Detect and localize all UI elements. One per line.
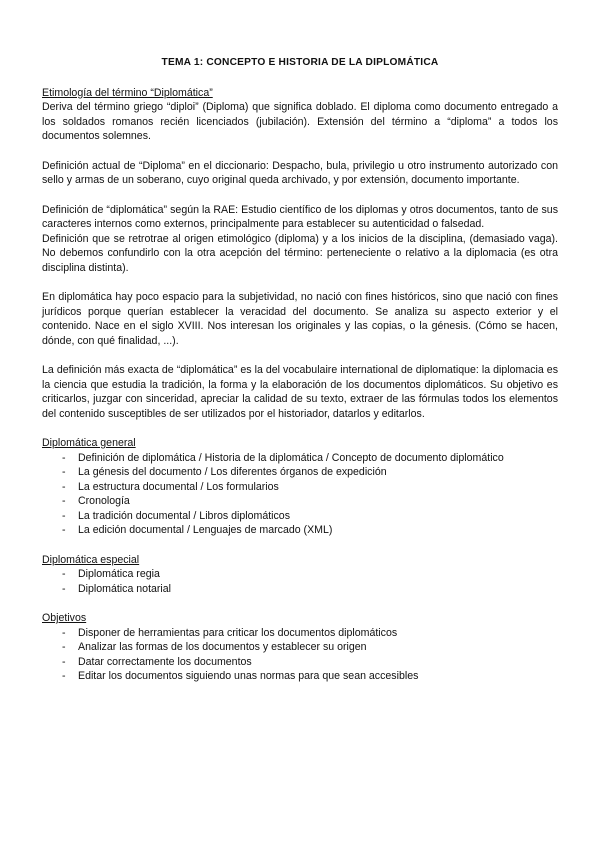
diploma-definition-paragraph: Definición actual de “Diploma” en el diccionario: Despacho, bula, privilegio u otro instrumento autorizado con sello y armas de un soberano, cuyo original queda archivado, y por extensión, documento importante. (42, 159, 558, 186)
exact-definition-paragraph: La definición más exacta de “diplomática” es la del vocabulaire international de diplomatique: la diplomacia es la ciencia que estudia la tradición, la forma y la elaboración de los documentos diplomáticos. Su objetivo es criticarlos, juzgar con sinceridad, apreciar la calidad de su texto, extraer de las fórmulas todos los elementos del contenido susceptibles de ser utilizados por el historiador, datarlos y editarlos. (42, 364, 558, 420)
objectives-list (42, 626, 558, 684)
etymological-origin-paragraph: Definición que se retrotrae al origen etimológico (diploma) y a los inicios de la disciplina, (demasiado vaga). No debemos confundirlo con la otra acepción del término: perteneciente o relativo a la diplomacia (es otra disciplina distinta). (42, 232, 558, 274)
list-item: - Diplomática regia (62, 567, 558, 582)
general-diplomatics-heading: Diplomática general (42, 437, 136, 449)
list-item: - Analizar las formas de los documentos y establecer su origen (62, 640, 558, 655)
list-item: - Definición de diplomática / Historia de la diplomática / Concepto de documento diplomático (62, 451, 558, 466)
list-item: - La estructura documental / Los formularios (62, 480, 558, 495)
etymology-paragraph: Deriva del término griego “diploi” (Diploma) que significa doblado. El diploma como documento entregado a los soldados romanos recién licenciados (jubilación). Extensión del término a “diploma” a todos los documentos solemnes. (42, 101, 558, 142)
list-item: - Disponer de herramientas para criticar los documentos diplomáticos (62, 626, 558, 641)
list-item: - La tradición documental / Libros diplomáticos (62, 509, 558, 524)
document-title: TEMA 1: CONCEPTO E HISTORIA DE LA DIPLOMÁTICA (161, 57, 439, 68)
special-diplomatics-list (42, 567, 558, 596)
list-item: - Datar correctamente los documentos (62, 655, 558, 670)
etymology-heading: Etimología del término “Diplomática” (42, 86, 213, 99)
objectives-heading: Objetivos (42, 612, 87, 624)
subjectivity-paragraph: En diplomática hay poco espacio para la subjetividad, no nació con fines históricos, sino que nació con fines jurídicos porque querían establecer la veracidad del documento. Se analiza su aspecto exterior y el contenido. Nace en el siglo XVIII. Nos interesan los originales y las copias, o la génesis. (Cómo se hacen, dónde, con qué finalidad, ...). (42, 291, 558, 347)
general-diplomatics-list (42, 451, 558, 538)
special-diplomatics-heading: Diplomática especial (42, 553, 140, 566)
list-item: - Editar los documentos siguiendo unas normas para que sean accesibles (62, 669, 558, 684)
list-item: - Diplomática notarial (62, 582, 558, 597)
list-item: - La génesis del documento / Los diferentes órganos de expedición (62, 465, 558, 480)
list-item: - La edición documental / Lenguajes de marcado (XML) (62, 523, 558, 538)
list-item: - Cronología (62, 494, 558, 509)
rae-definition-paragraph: Definición de “diplomática” según la RAE: Estudio científico de los diplomas y otros documentos, tanto de sus caracteres internos como externos, principalmente para establecer su autenticidad o falsedad. (42, 203, 558, 230)
